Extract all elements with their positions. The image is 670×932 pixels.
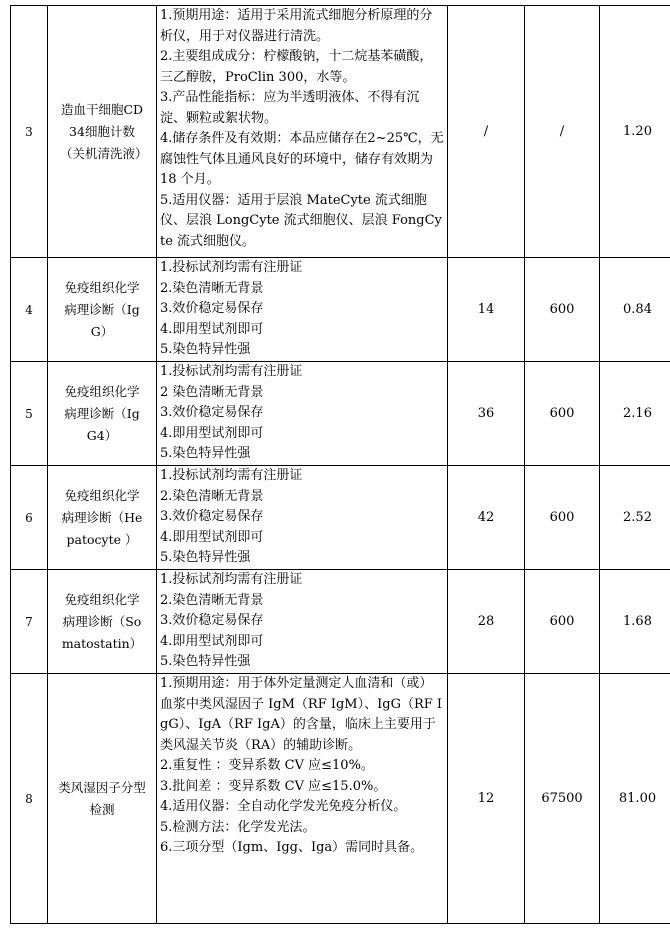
requirements-cell: [157, 466, 448, 570]
item-name: 免疫组织化学病理诊断（IgG4）: [64, 383, 140, 443]
reagent-table: [10, 5, 670, 924]
table-row: [11, 466, 670, 570]
amount-cell: 1.68: [600, 570, 670, 674]
requirement-line: 4.适用仪器：全自动化学发光免疫分析仪。: [160, 799, 407, 814]
requirement-line: 4.即用型试剂即可: [160, 321, 264, 337]
item-name: 免疫组织化学病理诊断（IgG）: [64, 279, 140, 339]
requirement-line: 4.储存条件及有效期：本品应储存在2~25℃，无腐蚀性气体且通风良好的环境中，储存有效期为 18 个月。: [160, 131, 444, 187]
count-cell: 600: [525, 258, 600, 362]
table-row: [11, 258, 670, 362]
requirement-line: 2.染色清晰无背景: [160, 488, 264, 504]
requirement-line: 5.检测方法：化学发光法。: [160, 819, 316, 835]
requirement-line: 5.染色特异性强: [160, 550, 251, 565]
requirement-line: 3.效价稳定易保存: [160, 613, 264, 628]
requirements-cell: [157, 6, 448, 258]
requirement-line: 5.适用仪器：适用于层浪 MateCyte 流式细胞仪、层浪 LongCyte 流式细胞仪、层浪 FongCyte 流式细胞仪。: [160, 192, 442, 249]
requirement-line: 4.即用型试剂即可: [160, 425, 264, 441]
requirement-line: 4.即用型试剂即可: [160, 633, 264, 649]
requirements-cell: [157, 258, 448, 362]
requirement-line: 5.染色特异性强: [160, 446, 251, 461]
requirement-line: 2.染色清晰无背景: [160, 592, 264, 608]
table-row: [11, 570, 670, 674]
count-cell: /: [525, 6, 600, 258]
requirement-line: 3.效价稳定易保存: [160, 405, 264, 420]
item-name: 免疫组织化学病理诊断（Somatostatin）: [61, 591, 143, 651]
row-number: 3: [11, 6, 48, 258]
quantity-cell: 36: [448, 362, 525, 466]
requirement-line: 3.产品性能指标：应为半透明液体、不得有沉淀、颗粒或絮状物。: [160, 90, 420, 126]
amount-cell: 2.16: [600, 362, 670, 466]
requirement-line: 1.投标试剂均需有注册证: [160, 364, 303, 379]
requirement-line: 4.即用型试剂即可: [160, 529, 264, 545]
requirement-line: 2 染色清晰无背景: [160, 384, 264, 400]
requirement-line: 1.预期用途：用于体外定量测定人血清和（或）血浆中类风湿因子 IgM（RF IgM）、IgG（RF IgG）、IgA（RF IgA）的含量，临床上主要用于类风湿关节炎（RA）的辅助诊断。: [160, 676, 443, 753]
row-number: 4: [11, 258, 48, 362]
quantity-cell: 14: [448, 258, 525, 362]
row-number: 6: [11, 466, 48, 570]
requirement-line: 3.效价稳定易保存: [160, 509, 264, 524]
item-name: 造血干细胞CD34细胞计数（关机清洗液）: [60, 101, 148, 161]
table-row: [11, 674, 670, 924]
requirements-cell: [157, 570, 448, 674]
row-number: 5: [11, 362, 48, 466]
requirement-line: 3.批间差 ：变异系数 CV 应≤15.0%。: [160, 778, 387, 794]
row-number: 7: [11, 570, 48, 674]
amount-cell: 1.20: [600, 6, 670, 258]
count-cell: 600: [525, 362, 600, 466]
quantity-cell: 12: [448, 674, 525, 924]
requirement-line: 5.染色特异性强: [160, 342, 251, 357]
requirement-line: 6.三项分型（Igm、Igg、Iga）需同时具备。: [160, 840, 424, 855]
amount-cell: 81.00: [600, 674, 670, 924]
requirements-cell: [157, 362, 448, 466]
requirement-line: 1.投标试剂均需有注册证: [160, 260, 303, 275]
quantity-cell: 42: [448, 466, 525, 570]
count-cell: 67500: [525, 674, 600, 924]
item-name: 免疫组织化学病理诊断（Hepatocyte ）: [61, 487, 143, 547]
count-cell: 600: [525, 570, 600, 674]
amount-cell: 2.52: [600, 466, 670, 570]
table-row: [11, 6, 670, 258]
requirement-line: 2.重复性 ：变异系数 CV 应≤10%。: [160, 758, 374, 773]
quantity-cell: 28: [448, 570, 525, 674]
requirement-line: 5.染色特异性强: [160, 654, 251, 669]
requirement-line: 1.预期用途：适用于采用流式细胞分析原理的分析仪，用于对仪器进行清洗。: [160, 8, 433, 44]
amount-cell: 0.84: [600, 258, 670, 362]
row-number: 8: [11, 674, 48, 924]
requirement-line: 1.投标试剂均需有注册证: [160, 572, 303, 587]
requirement-line: 2.主要组成成分：柠檬酸钠，十二烷基苯磺酸，三乙醇胺，ProClin 300，水等。: [160, 49, 433, 85]
requirement-line: 1.投标试剂均需有注册证: [160, 468, 303, 483]
requirement-line: 3.效价稳定易保存: [160, 301, 264, 316]
table-row: [11, 362, 670, 466]
item-name: 类风湿因子分型检测: [58, 779, 146, 817]
count-cell: 600: [525, 466, 600, 570]
requirement-line: 2.染色清晰无背景: [160, 280, 264, 296]
requirements-cell: [157, 674, 448, 924]
quantity-cell: /: [448, 6, 525, 258]
